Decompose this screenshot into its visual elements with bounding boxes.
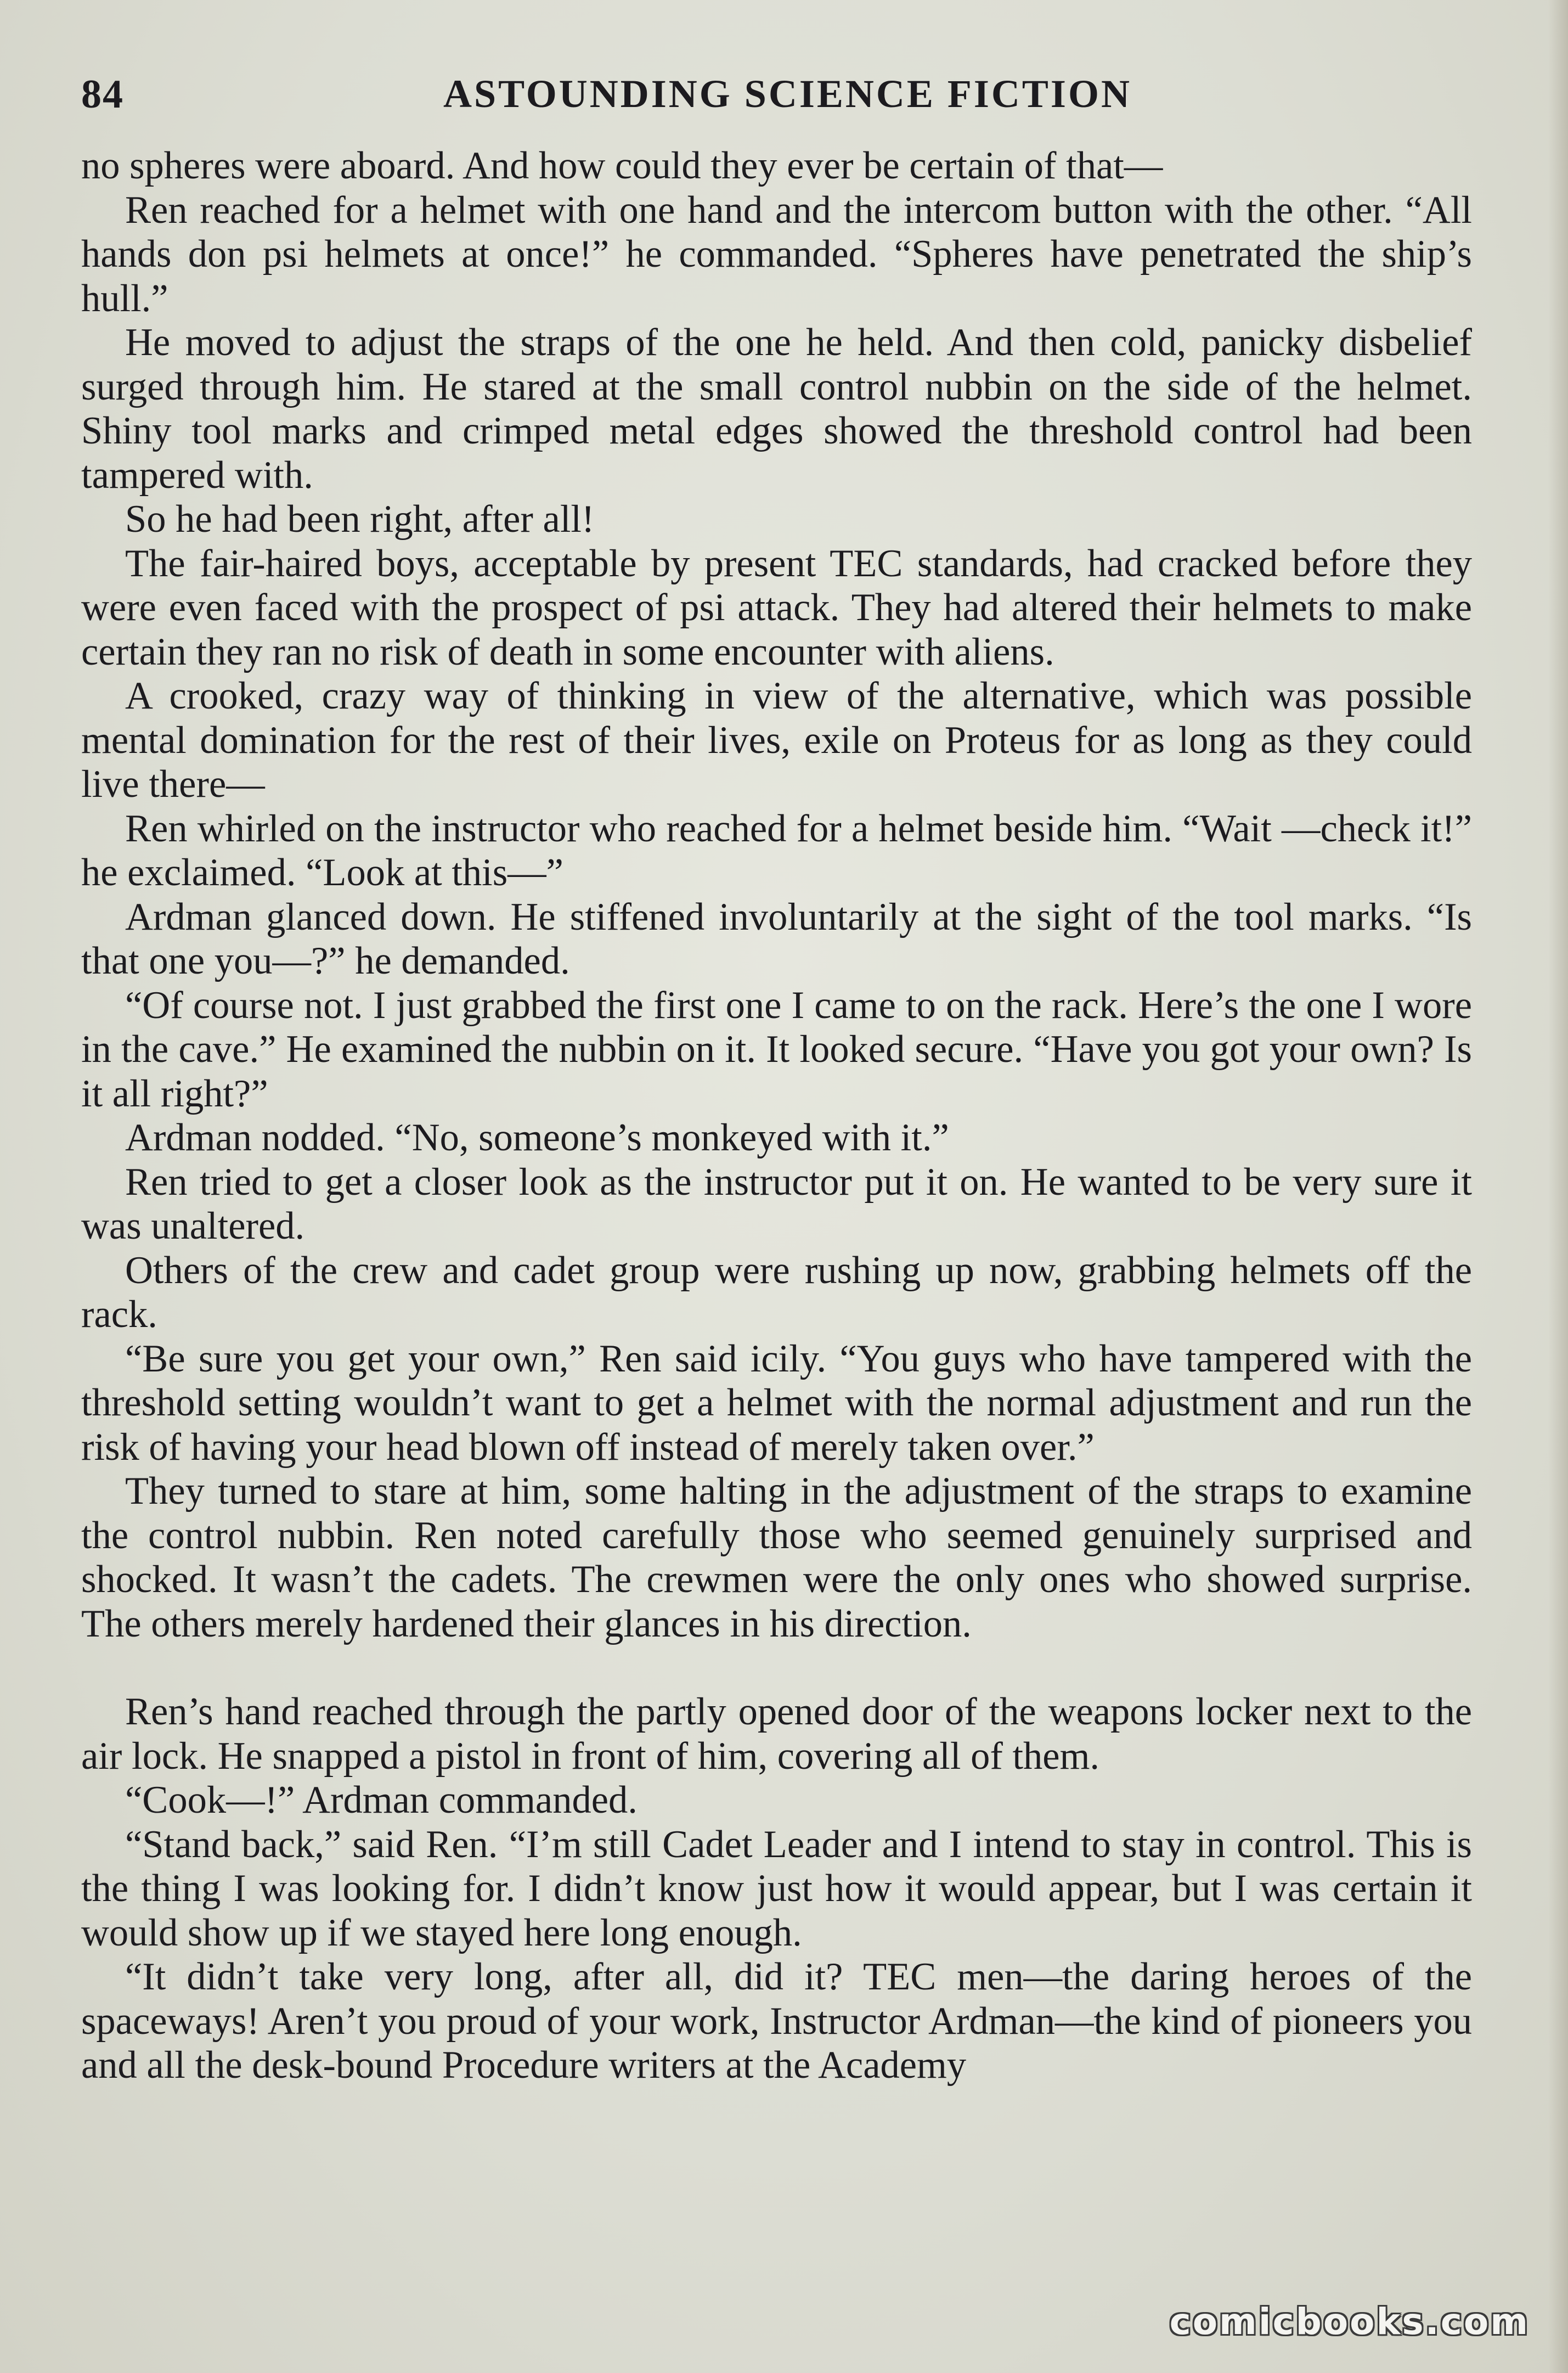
paragraph: “Cook—!” Ardman commanded. xyxy=(125,1779,638,1821)
paragraph: “Be sure you get your own,” Ren said icily. “You guys who have tampered with the threshold setting wouldn’t want to get a helmet with the normal adjustment and run the risk of having your head blown off instead of merely taken over.” xyxy=(81,1337,1472,1469)
paragraph: Ren’s hand reached through the partly opened door of the weapons locker next to the air lock. He snapped a pistol in front of him, covering all of them. xyxy=(81,1690,1472,1778)
paragraph: A crooked, crazy way of thinking in view of the alternative, which was possible mental domination for the rest of their lives, exile on Proteus for as long as they could live there— xyxy=(81,674,1472,806)
paragraph: “Stand back,” said Ren. “I’m still Cadet Leader and I intend to stay in control. This is the thing I was looking for. I didn’t know just how it would appear, but I was certain it would show up if we stayed here long enough. xyxy=(81,1823,1472,1954)
story-text xyxy=(81,144,1472,2088)
paragraph: They turned to stare at him, some halting in the adjustment of the straps to examine the control nubbin. Ren noted carefully those who seemed genuinely surprised and shocked. It wasn’t the cadets. The crewmen were the only ones who showed surprise. The others merely hardened their glances in his direction. xyxy=(81,1470,1472,1645)
paragraph: Others of the crew and cadet group were rushing up now, grabbing helmets off the rack. xyxy=(81,1249,1472,1336)
paragraph: Ardman glanced down. He stiffened involuntarily at the sight of the tool marks. “Is that one you—?” he demanded. xyxy=(81,895,1472,982)
paragraph: “It didn’t take very long, after all, did it? TEC men—the daring heroes of the spaceways! Aren’t you proud of your work, Instructor Ardman—the kind of pioneers you and all the desk-bound Procedure writers at the Academy xyxy=(81,1955,1472,2087)
page-number: 84 xyxy=(81,72,124,117)
paragraph: Ardman nodded. “No, someone’s monkeyed with it.” xyxy=(125,1116,949,1159)
paragraph: “Of course not. I just grabbed the first one I came to on the rack. Here’s the one I wore in the cave.” He examined the nubbin on it. It looked secure. “Have you got your own? Is it all right?” xyxy=(81,983,1472,1115)
page-header xyxy=(81,71,1472,121)
watermark: comicbooks.com xyxy=(1169,2301,1530,2343)
section-break xyxy=(81,1646,1472,1690)
paragraph: no spheres were aboard. And how could they ever be certain of that— xyxy=(81,144,1163,187)
page-edge-shadow xyxy=(1548,0,1568,2373)
paragraph: He moved to adjust the straps of the one he held. And then cold, panicky disbelief surged through him. He stared at the small control nubbin on the side of the helmet. Shiny tool marks and crimped metal edges showed the threshold control had been tampered with. xyxy=(81,321,1472,497)
paragraph: Ren reached for a helmet with one hand and the intercom button with the other. “All hands don psi helmets at once!” he commanded. “Spheres have penetrated the ship’s hull.” xyxy=(81,188,1472,320)
running-title: ASTOUNDING SCIENCE FICTION xyxy=(443,72,1132,116)
paragraph: Ren tried to get a closer look as the instructor put it on. He wanted to be very sure it was unaltered. xyxy=(81,1160,1472,1247)
paragraph: The fair-haired boys, acceptable by present TEC standards, had cracked before they were even faced with the prospect of psi attack. They had altered their helmets to make certain they ran no risk of death in some encounter with aliens. xyxy=(81,542,1472,673)
paragraph: Ren whirled on the instructor who reached for a helmet beside him. “Wait —check it!” he exclaimed. “Look at this—” xyxy=(81,807,1472,894)
paragraph: So he had been right, after all! xyxy=(125,498,595,541)
